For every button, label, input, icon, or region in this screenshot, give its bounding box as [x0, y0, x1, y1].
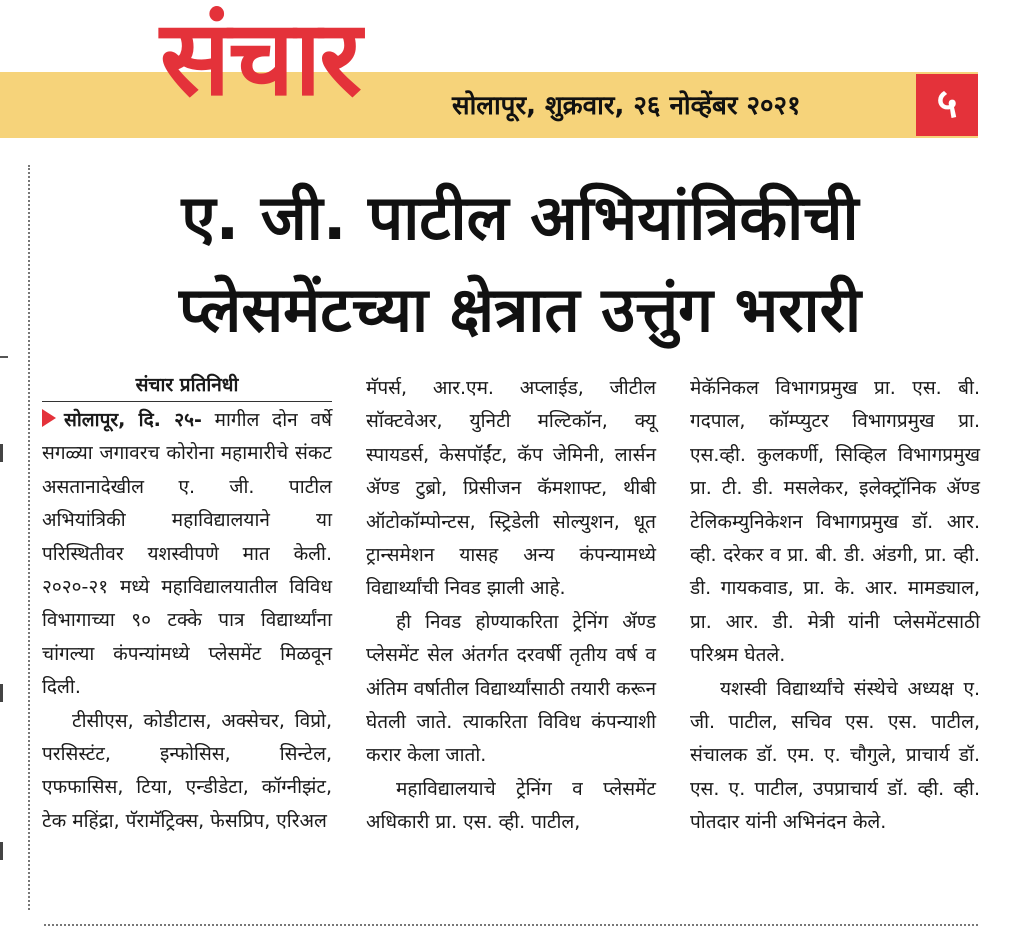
paragraph-text: मागील दोन वर्षे सगळ्या जगावरच कोरोना महामारीचे संकट असतानादेखील ए. जी. पाटील अभियांत्रिकी महाविद्यालयाने या परिस्थितीवर यशस्वीपणे मात केली. २०२०-२१ मध्ये महाविद्यालयातील विविध विभागाच्या ९० टक्के पात्र विद्यार्थ्यांना चांगल्या कंपन्यांमध्ये प्लेसमेंट मिळवून दिली.	[42, 409, 333, 699]
newspaper-logo: संचार	[160, 0, 360, 119]
paragraph-staff-part-2: मेकॅनिकल विभागप्रमुख प्रा. एस. बी. गदपाल, कॉम्प्युटर विभागप्रमुख प्रा. एस.व्ही. कुलकर्णी, सिव्हिल विभागप्रमुख प्रा. टी. डी. मसलेकर, इलेक्ट्रॉनिक ॲण्ड टेलिकम्युनिकेशन विभागप्रमुख डॉ. आर. व्ही. दरेकर व प्रा. बी. डी. अंडगी, प्रा. व्ही. डी. गायकवाड, प्रा. के. आर. मामड्याल, प्रा. आर. डी. मेत्री यांनी प्लेसमेंटसाठी परिश्रम घेतले.	[690, 377, 980, 667]
edge-rule-mark	[0, 356, 8, 358]
lead-arrow-icon	[42, 409, 56, 427]
edge-tick-mark	[0, 684, 3, 702]
edge-tick-mark	[0, 842, 3, 860]
byline: संचार प्रतिनिधी	[42, 372, 332, 402]
article-column-2	[366, 372, 656, 840]
lead-place: सोलापूर, दि. २५-	[64, 409, 202, 431]
article-column-3	[690, 372, 980, 840]
edge-tick-mark	[0, 444, 3, 462]
page-number-badge: ५	[916, 74, 978, 136]
article-column-1	[42, 372, 332, 838]
paragraph-congratulations: यशस्वी विद्यार्थ्यांचे संस्थेचे अध्यक्ष ए. जी. पाटील, सचिव एस. एस. पाटील, संचालक डॉ. एम. ए. चौगुले, प्राचार्य डॉ. एस. ए. पाटील, उपप्राचार्य डॉ. व्ही. व्ही. पोतदार यांनी अभिनंदन केले.	[690, 677, 980, 834]
paragraph-training: ही निवड होण्याकरिता ट्रेनिंग ॲण्ड प्लेसमेंट सेल अंतर्गत दरवर्षी तृतीय वर्ष व अंतिम वर्षातील विद्यार्थ्यांसाठी तयारी करून घेतली जाते. त्याकरिता विविध कंपन्याशी करार केला जातो.	[366, 610, 656, 767]
dateline: सोलापूर, शुक्रवार, २६ नोव्हेंबर २०२१	[452, 91, 801, 121]
headline-line-1: ए. जी. पाटील अभियांत्रिकीची	[181, 181, 859, 254]
bottom-divider-dotted	[44, 924, 978, 926]
paragraph-companies-part-1: टीसीएस, कोडीटास, अक्सेचर, विप्रो, परसिस्टंट, इन्फोसिस, सिन्टेल, एफफासिस, टिया, एन्डीडेटा, कॉग्नीझंट, टेक महिंद्रा, पॅरामॅट्रिक्स, फेसप्रिप, एरिअल	[42, 709, 332, 832]
lead-paragraph	[42, 404, 332, 705]
article-headline	[60, 172, 980, 356]
column-divider-dotted	[28, 165, 30, 910]
paragraph-staff-part-1: महाविद्यालयाचे ट्रेनिंग व प्लेसमेंट अधिकारी प्रा. एस. व्ही. पाटील,	[366, 777, 656, 834]
headline-line-2: प्लेसमेंटच्या क्षेत्रात उत्तुंग भरारी	[178, 273, 862, 346]
paragraph-companies-part-2: मॅपर्स, आर.एम. अप्लाईड, जीटील सॉक्टवेअर, युनिटी मल्टिकॉन, क्यू स्पायडर्स, केसपॉईंट, कॅप जेमिनी, लार्सन ॲण्ड टुब्रो, प्रिसीजन कॅमशाफ्ट, थीबी ऑटोकॉम्पोन्टस, स्ट्रिडेली सोल्युशन, धूत ट्रान्समेशन यासह अन्य कंपन्यामध्ये विद्यार्थ्यांची निवड झाली आहे.	[366, 377, 656, 600]
